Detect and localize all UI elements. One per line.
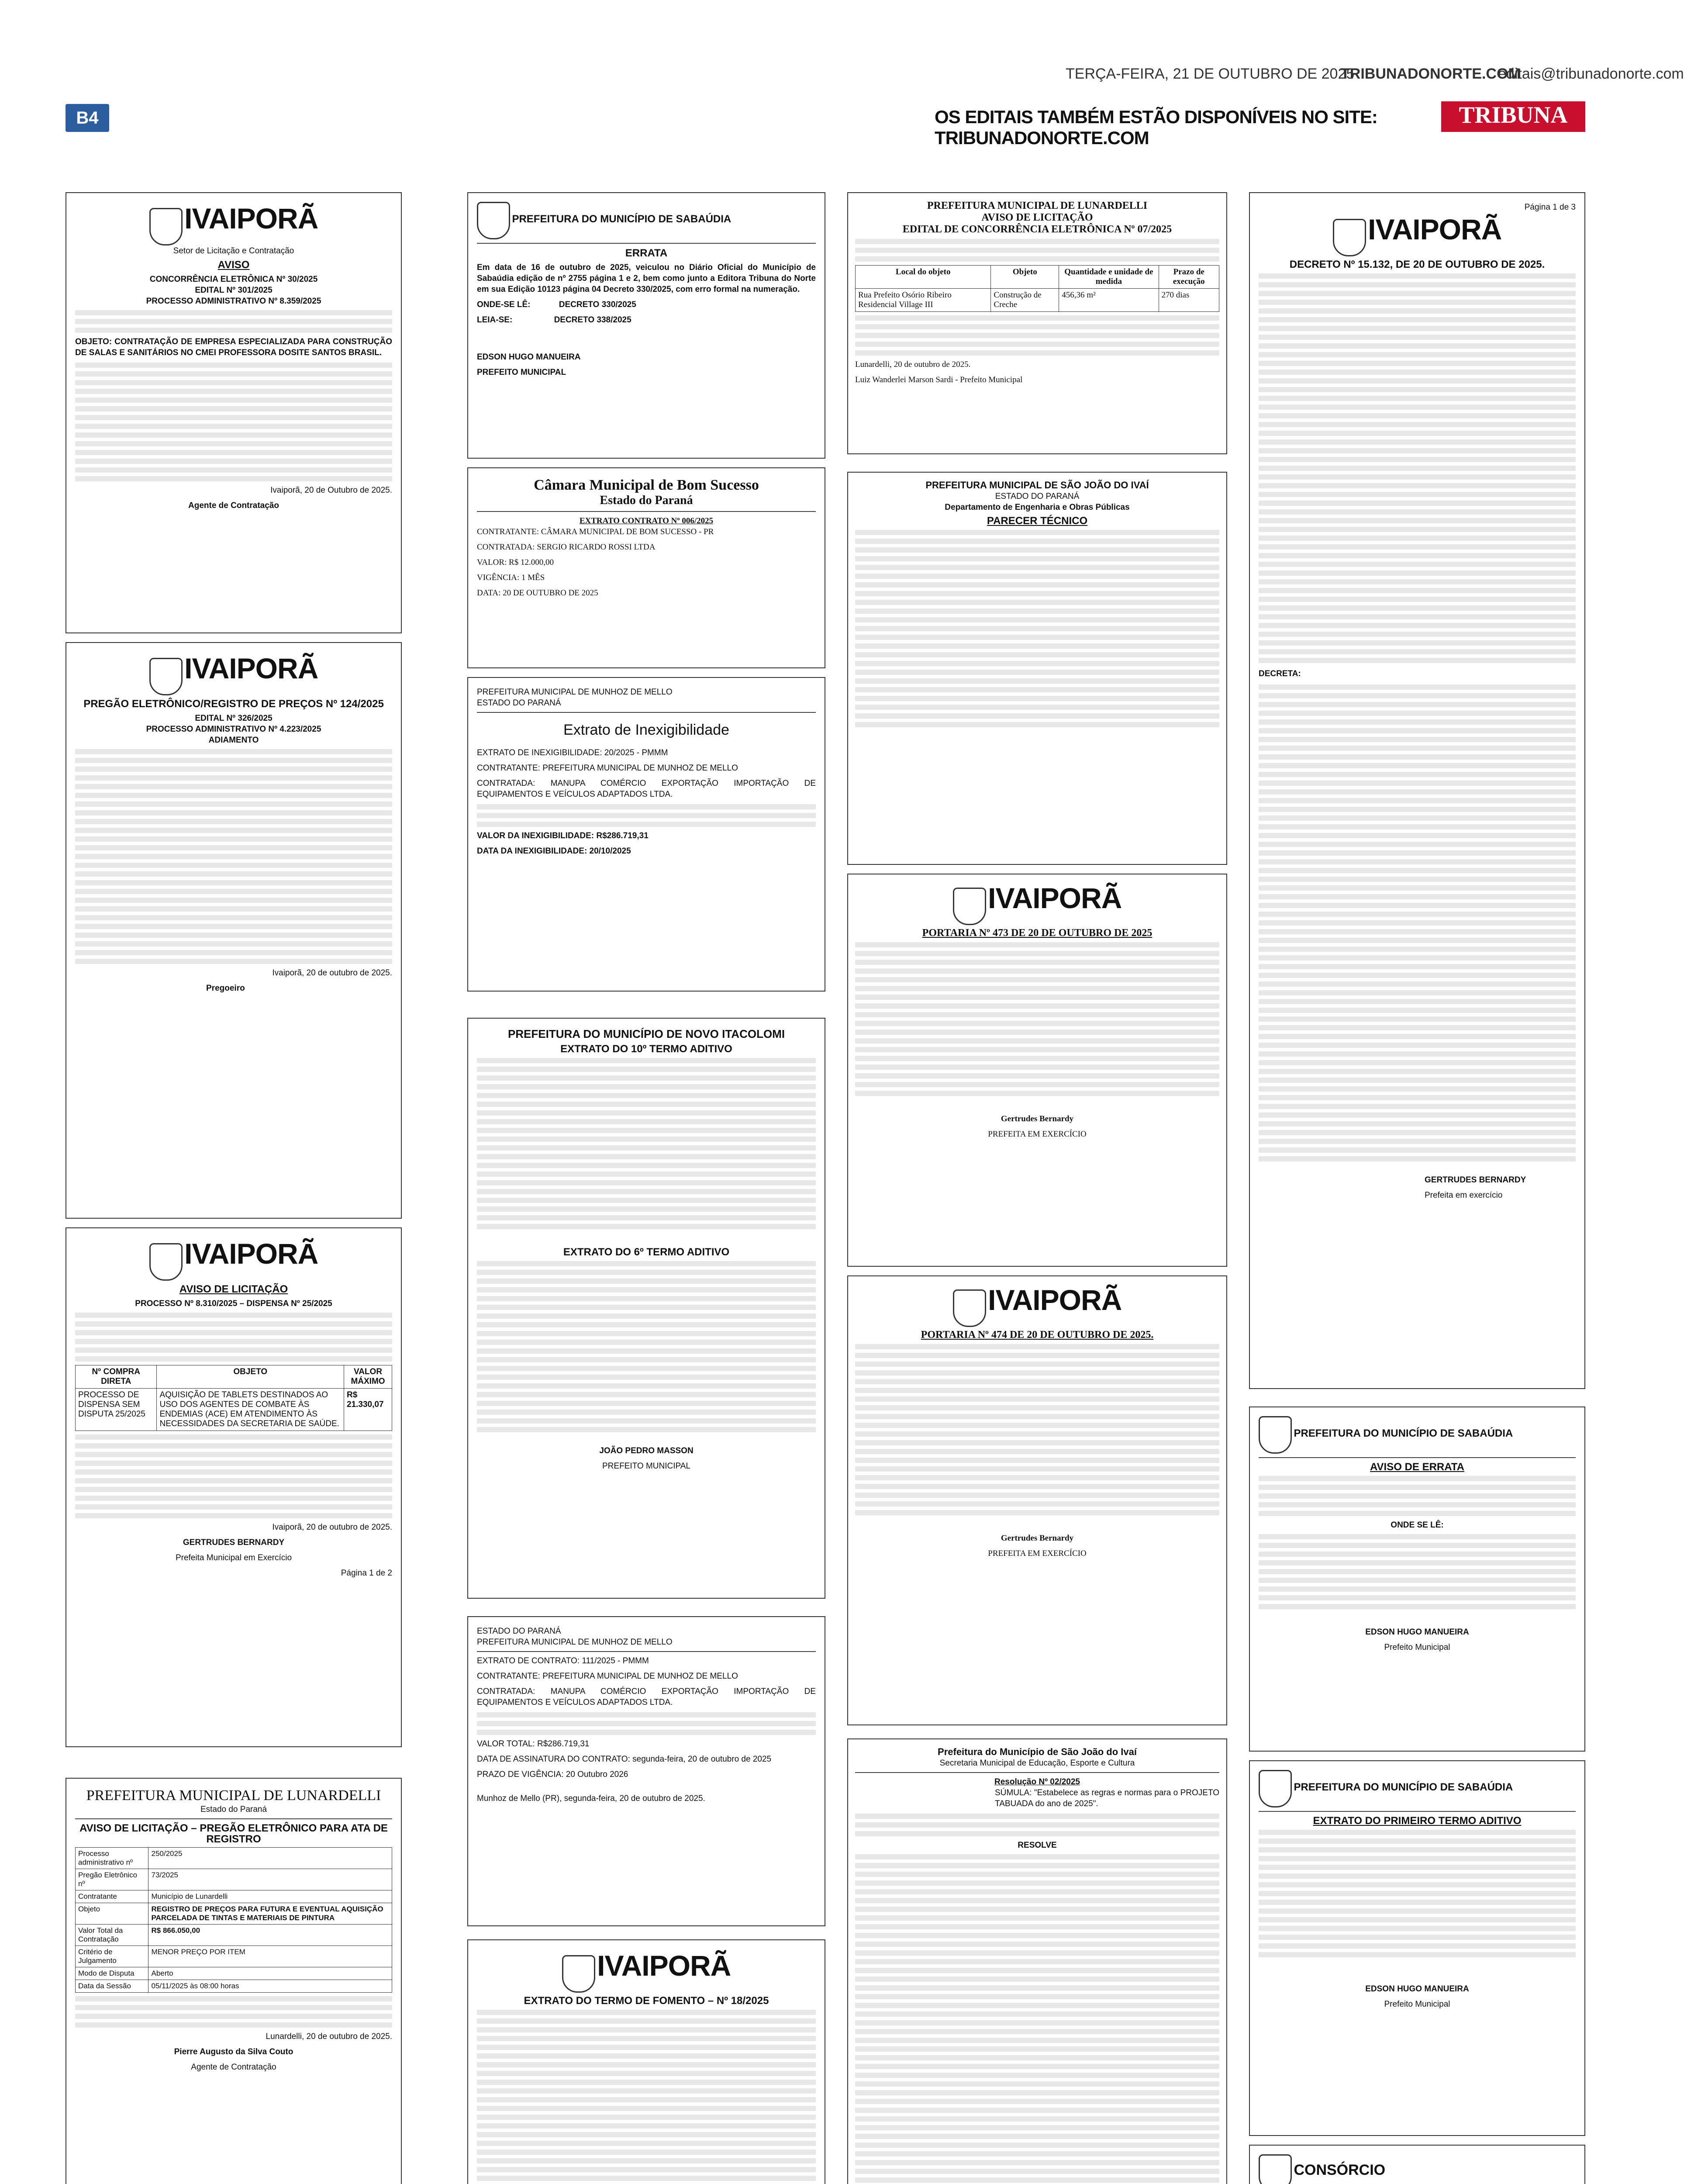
errata-subheading: ONDE SE LÊ:: [1391, 1521, 1444, 1530]
org-name: PREFEITURA MUNICIPAL DE MUNHOZ DE MELLO: [477, 1638, 673, 1647]
signature-role: Prefeita Municipal em Exercício: [175, 1553, 292, 1562]
signature-name: GERTRUDES BERNARDY: [183, 1538, 285, 1547]
aviso-lunardelli-concorrencia: [847, 192, 1227, 454]
signature-role: PREFEITA EM EXERCÍCIO: [988, 1129, 1087, 1139]
parecer-title: PARECER TÉCNICO: [987, 515, 1088, 527]
aviso-dispensa-25: [66, 1227, 402, 1747]
extract-title: EXTRATO DO TERMO DE FOMENTO – Nº 18/2025: [524, 1994, 769, 2007]
ivaipora-logo: IVAIPORÃ: [597, 1949, 731, 1982]
signature-role: PREFEITO MUNICIPAL: [602, 1462, 690, 1471]
org-subtitle: ESTADO DO PARANÁ: [477, 698, 561, 708]
portaria-title: PORTARIA Nº 473 DE 20 DE OUTUBRO DE 2025: [922, 927, 1153, 939]
resolution-summary: SÚMULA: "Estabelece as regras e normas para o PROJETO TABUADA do ano de 2025".: [995, 1788, 1219, 1808]
termo-aditivo-sabaudia: [1249, 1760, 1585, 2136]
org-subtitle: Estado do Paraná: [200, 1805, 267, 1814]
ivaipora-seal: [149, 208, 183, 245]
page-indicator: Página 1 de 3: [1524, 203, 1576, 212]
page-indicator: Página 1 de 2: [341, 1568, 392, 1578]
signature-name: GERTRUDES BERNARDY: [1425, 1175, 1526, 1185]
notice-line: CONCORRÊNCIA ELETRÔNICA Nº 30/2025: [149, 274, 318, 284]
org-name: PREFEITURA DO MUNICÍPIO DE SABAÚDIA: [1294, 1781, 1513, 1794]
extract-title: Extrato de Inexigibilidade: [563, 722, 729, 738]
ivaipora-logo: IVAIPORÃ: [1368, 213, 1502, 245]
org-department: Departamento de Engenharia e Obras Públicas: [945, 503, 1130, 512]
signature-name: EDSON HUGO MANUEIRA: [1365, 1628, 1469, 1637]
dispensa-table: Nº COMPRA DIRETA OBJETO VALOR MÁXIMO PROCESSO DE DISPENSA SEM DISPUTA 25/2025 AQUISIÇÃO DE TABLETS DESTINADOS AO USO DOS AGENTES DE COMBATE ÀS ENDEMIAS (ACE) EM ATENDIMENTO ÀS NECESSIDADES DA SECRETARIA DE SAÚDE. R$ 21.330,07: [75, 1365, 392, 1431]
notice-title: AVISO DE LICITAÇÃO: [981, 212, 1093, 223]
resolution-title: Resolução Nº 02/2025: [994, 1777, 1080, 1787]
ivaipora-logo: IVAIPORÃ: [184, 202, 318, 235]
aviso-concorrencia-30: [66, 192, 402, 633]
notice-title: AVISO: [217, 259, 250, 271]
notice-line: EDITAL Nº 301/2025: [195, 285, 273, 295]
parecer-sao-joao: [847, 472, 1227, 865]
errata-sabaudia-2: [1249, 1406, 1585, 1752]
errata-title: AVISO DE ERRATA: [1370, 1461, 1464, 1473]
aviso-pregao-124: [66, 642, 402, 1219]
org-name: PREFEITURA DO MUNICÍPIO DE SABAÚDIA: [1294, 1427, 1513, 1440]
signature-name: Gertrudes Bernardy: [1001, 1114, 1074, 1123]
section-band: [66, 101, 1585, 148]
org-name: PREFEITURA MUNICIPAL DE LUNARDELLI: [927, 200, 1148, 211]
extrato-contrato-munhoz: ESTADO DO PARANÁ PREFEITURA MUNICIPAL DE MUNHOZ DE MELLO EXTRATO DE CONTRATO: 111/2025 - PMMM CONTRATANTE: PREFEITURA MUNICIPAL DE MUNHOZ DE MELLO CONTRATADA: MANUPA COMÉRCIO EXPORTAÇÃO IMPORTAÇÃO DE EQUIPAMENTOS E VEÍCULOS ADAPTADOS LTDA. VALOR TOTAL: R$286.719,31 DATA DE ASSINATURA DO CONTRATO: segunda-feira, 20 de outubro de 2025 PRAZO DE VIGÊNCIA: 20 Outubro 2026 Munhoz de Mello (PR), segunda-feira, 20 de outubro de 2025.: [467, 1616, 825, 1926]
signature-role: Agente de Contratação: [191, 2063, 276, 2072]
extrato-inexigibilidade-munhoz: PREFEITURA MUNICIPAL DE MUNHOZ DE MELLO ESTADO DO PARANÁ Extrato de Inexigibilidade EXTRATO DE INEXIGIBILIDADE: 20/2025 - PMMM CONTRATANTE: PREFEITURA MUNICIPAL DE MUNHOZ DE MELLO CONTRATADA: MANUPA COMÉRCIO EXPORTAÇÃO IMPORTAÇÃO DE EQUIPAMENTOS E VEÍCULOS ADAPTADOS LTDA. VALOR DA INEXIGIBILIDADE: R$286.719,31 DATA DA INEXIGIBILIDADE: 20/10/2025: [467, 677, 825, 992]
signature-name: Gertrudes Bernardy: [1001, 1533, 1074, 1543]
notice-signature-role: Agente de Contratação: [188, 501, 279, 510]
termos-aditivos-novo-itacolomi: [467, 1018, 825, 1599]
org-subtitle: Secretaria Municipal de Educação, Esporte e Cultura: [939, 1759, 1135, 1768]
portaria-title: PORTARIA Nº 474 DE 20 DE OUTUBRO DE 2025.: [921, 1329, 1154, 1341]
org-subtitle: Estado do Paraná: [600, 494, 693, 507]
portaria-473: [847, 874, 1227, 1267]
decreto-15132: [1249, 192, 1585, 1389]
decree-decreta: DECRETA:: [1259, 669, 1301, 678]
signature-role: Prefeito Municipal: [1384, 1643, 1450, 1652]
notice-process: PROCESSO Nº 8.310/2025 – DISPENSA Nº 25/2025: [135, 1299, 332, 1308]
notice-objeto: OBJETO: CONTRATAÇÃO DE EMPRESA ESPECIALIZADA PARA CONSTRUÇÃO DE SALAS E SANITÁRIOS NO CMEI PROFESSORA DOSITE SANTOS BRASIL.: [75, 337, 392, 357]
org-name: Prefeitura do Município de São João do Ivaí: [938, 1746, 1137, 1757]
termo-fomento-ivaipora: [467, 1939, 825, 2184]
ivaipora-logo: IVAIPORÃ: [184, 1237, 318, 1270]
org-name: PREFEITURA MUNICIPAL DE LUNARDELLI: [86, 1787, 381, 1804]
org-name: PREFEITURA DO MUNICÍPIO DE NOVO ITACOLOMI: [507, 1027, 785, 1040]
org-name: PREFEITURA MUNICIPAL DE MUNHOZ DE MELLO: [477, 688, 673, 697]
decree-title: DECRETO Nº 15.132, DE 20 DE OUTUBRO DE 2025.: [1289, 258, 1545, 270]
signature-role: Prefeita em exercício: [1425, 1190, 1503, 1200]
notice-signature-role: Pregoeiro: [206, 983, 245, 993]
errata-sabaudia: PREFEITURA DO MUNICÍPIO DE SABAÚDIA ERRATA Em data de 16 de outubro de 2025, veiculou no Diário Oficial do Município de Sabaúdia edição de nº 2755 página 1 e 2, bem como junto a Editora Tribuna do Norte em sua Edição 10123 página 04 Decreto 330/2025, com erro formal na numeração. ONDE-SE LÊ: DECRETO 330/2025 LEIA-SE: DECRETO 338/2025 EDSON HUGO MANUEIRA PREFEITO MUNICIPAL: [467, 192, 825, 459]
notice-line: EDITAL Nº 326/2025: [195, 713, 273, 723]
signature-role: PREFEITA EM EXERCÍCIO: [988, 1548, 1087, 1558]
lunardelli-table: Processo administrativo nº 250/2025 Pregão Eletrônico nº 73/2025 Contratante Município de Lunardelli Objeto REGISTRO DE PREÇOS PARA FUTURA E EVENTUAL AQUISIÇÃO PARCELADA DE TINTAS E MATERIAIS DE PINTURA Valor Total da Contratação R$ 866.050,00 Critério de Julgamento MENOR PREÇO POR ITEM Modo de Disputa Aberto Data da Sessão 05/11/2025 às 08:00 horas: [75, 1847, 392, 1993]
signature-name: EDSON HUGO MANUEIRA: [477, 352, 581, 362]
convocacao-consorcio: [1249, 2145, 1585, 2184]
org-subtitle: ESTADO DO PARANÁ: [995, 492, 1080, 501]
extract-title: EXTRATO DE CONTRATO: 111/2025 - PMMM: [477, 1656, 649, 1666]
org-name: CONSÓRCIO: [1294, 2162, 1386, 2179]
errata-title: ERRATA: [625, 247, 668, 259]
resolucao-sao-joao: [847, 1738, 1227, 2184]
ivaipora-logo: IVAIPORÃ: [184, 652, 318, 684]
lunardelli-concorrencia-table: Local do objeto Objeto Quantidade e unidade de medida Prazo de execução Rua Prefeito Osório Ribeiro Residencial Village III Construção de Creche 456,36 m² 270 dias: [855, 265, 1219, 312]
resolve-heading: RESOLVE: [1018, 1841, 1057, 1850]
notice-edital: EDITAL DE CONCORRÊNCIA ELETRÔNICA Nº 07/2025: [902, 224, 1172, 235]
ivaipora-logo: IVAIPORÃ: [988, 1284, 1122, 1316]
org-subtitle: ESTADO DO PARANÁ: [477, 1627, 561, 1636]
extract-title: EXTRATO DO 6º TERMO ADITIVO: [563, 1246, 730, 1258]
notice-date: Ivaiporã, 20 de outubro de 2025.: [272, 968, 392, 978]
org-subtitle: Setor de Licitação e Contratação: [173, 246, 294, 256]
ivaipora-logo: IVAIPORÃ: [988, 882, 1122, 914]
header-date: TERÇA-FEIRA, 21 DE OUTUBRO DE 2025: [1066, 66, 1355, 82]
notice-date: Lunardelli, 20 de outubro de 2025.: [266, 2032, 392, 2041]
extrato-bom-sucesso: Câmara Municipal de Bom Sucesso Estado do Paraná EXTRATO CONTRATO Nº 006/2025 CONTRATANTE: CÂMARA MUNICIPAL DE BOM SUCESSO - PR CONTRATADA: SERGIO RICARDO ROSSI LTDA VALOR: R$ 12.000,00 VIGÊNCIA: 1 MÊS DATA: 20 DE OUTUBRO DE 2025: [467, 467, 825, 668]
header-site[interactable]: TRIBUNADONORTE.COM: [1341, 66, 1521, 82]
signature-name: EDSON HUGO MANUEIRA: [1365, 1984, 1469, 1994]
notice-title: PREGÃO ELETRÔNICO/REGISTRO DE PREÇOS Nº 124/2025: [83, 698, 384, 710]
notice-line: PROCESSO ADMINISTRATIVO Nº 4.223/2025: [146, 724, 321, 734]
notice-date: Ivaiporã, 20 de outubro de 2025.: [272, 1522, 392, 1532]
signature-name: JOÃO PEDRO MASSON: [599, 1446, 694, 1455]
band-notice: OS EDITAIS TAMBÉM ESTÃO DISPONÍVEIS NO SITE: TRIBUNADONORTE.COM: [935, 107, 1377, 148]
page-number: B4: [66, 104, 109, 132]
org-name: PREFEITURA MUNICIPAL DE SÃO JOÃO DO IVAÍ: [925, 480, 1149, 491]
signature-role: PREFEITO MUNICIPAL: [477, 368, 566, 377]
extract-title: EXTRATO DO PRIMEIRO TERMO ADITIVO: [1313, 1815, 1522, 1827]
errata-text: Em data de 16 de outubro de 2025, veiculou no Diário Oficial do Município de Sabaúdia edição de nº 2755 página 1 e 2, bem como junto a Editora Tribuna do Norte em sua Edição 10123 página 04 Decreto 330/2025, com erro formal na numeração.: [477, 263, 816, 294]
notice-title: AVISO DE LICITAÇÃO – PREGÃO ELETRÔNICO PARA ATA DE REGISTRO: [79, 1822, 388, 1845]
org-name: Câmara Municipal de Bom Sucesso: [534, 477, 759, 493]
notice-line: ADIAMENTO: [208, 735, 259, 745]
signature-role: Prefeito Municipal: [1384, 2000, 1450, 2009]
org-name: PREFEITURA DO MUNICÍPIO DE SABAÚDIA: [512, 213, 732, 225]
tribuna-logo: TRIBUNA: [1441, 101, 1585, 132]
aviso-lunardelli-pregao: [66, 1778, 402, 2184]
signature-name: Pierre Augusto da Silva Couto: [174, 2047, 293, 2056]
notice-line: PROCESSO ADMINISTRATIVO Nº 8.359/2025: [146, 296, 321, 306]
signature-name: Luiz Wanderlei Marson Sardi - Prefeito Municipal: [855, 375, 1023, 384]
extract-title: EXTRATO DO 10º TERMO ADITIVO: [560, 1043, 732, 1055]
notice-date: Lunardelli, 20 de outubro de 2025.: [855, 360, 971, 369]
page-header: [66, 66, 1684, 83]
notice-date: Ivaiporã, 20 de Outubro de 2025.: [270, 485, 392, 495]
portaria-474: [847, 1275, 1227, 1725]
header-email[interactable]: editais@tribunadonorte.com: [1498, 66, 1684, 82]
extract-title: EXTRATO CONTRATO Nº 006/2025: [579, 516, 714, 525]
notice-title: AVISO DE LICITAÇÃO: [179, 1283, 288, 1295]
